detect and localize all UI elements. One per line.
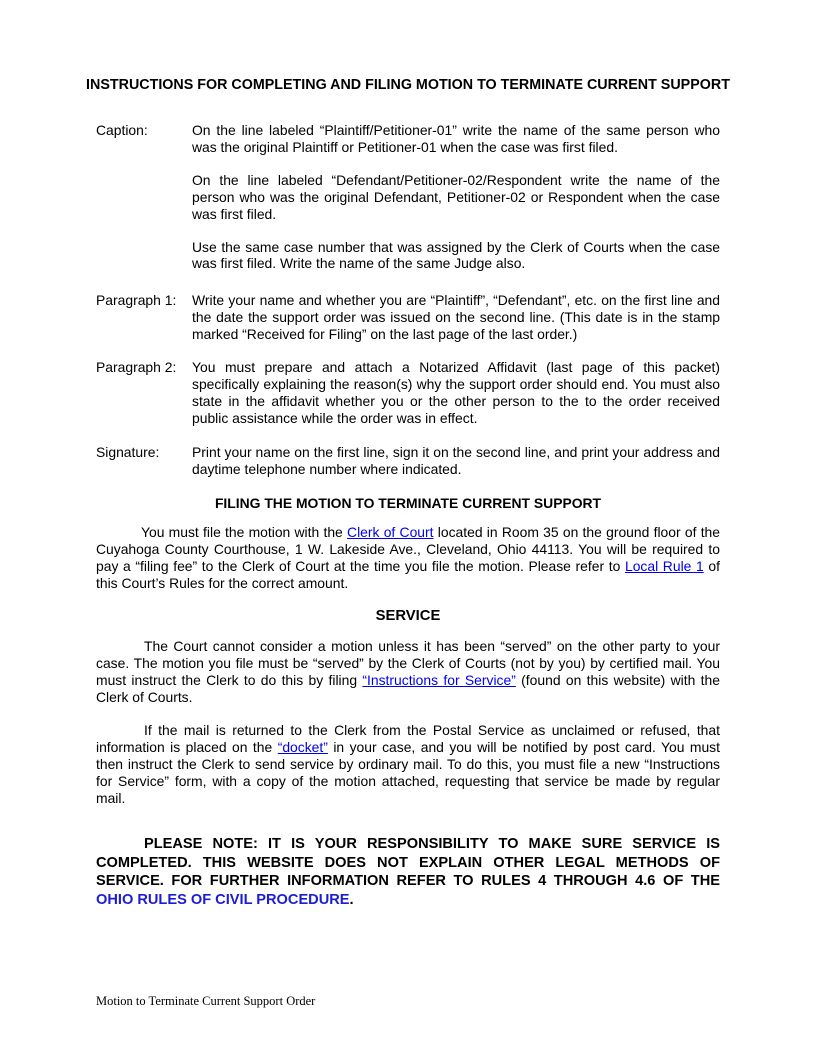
note-end: . bbox=[349, 891, 354, 908]
entry-body bbox=[192, 444, 720, 494]
filing-paragraph bbox=[96, 524, 720, 592]
service-heading: SERVICE bbox=[375, 608, 441, 624]
filing-text: of this Court’s Rules for the correct amount. bbox=[96, 557, 720, 591]
ohio-rules-link[interactable]: OHIO RULES OF CIVIL PROCEDURE bbox=[96, 891, 350, 908]
document-title: INSTRUCTIONS FOR COMPLETING AND FILING MOTION TO TERMINATE CURRENT SUPPORT bbox=[86, 77, 730, 93]
entry-label: Paragraph 1: bbox=[96, 292, 177, 308]
entry-body bbox=[192, 359, 720, 443]
filing-heading: FILING THE MOTION TO TERMINATE CURRENT SUPPORT bbox=[214, 495, 602, 511]
service-text: in your case, and you will be notified by post card. You must then instruct the Clerk to send service by ordinary mail. To do this, you must file a new “Instructions for Service” form, with a copy of the motion attached, requesting that service be made by regular mail. bbox=[96, 738, 720, 806]
please-note bbox=[96, 835, 720, 909]
service-paragraph-1 bbox=[96, 638, 720, 706]
service-text: (found on this website) with the Clerk of Courts. bbox=[96, 671, 720, 705]
local-rule-1-link[interactable]: Local Rule 1 bbox=[624, 557, 704, 574]
instructions-for-service-link[interactable]: “Instructions for Service” bbox=[362, 671, 516, 688]
clerk-of-court-link[interactable]: Clerk of Court bbox=[347, 524, 434, 540]
filing-text: located in Room 35 on the ground floor of the Cuyahoga County Courthouse, 1 W. Lakeside Ave., Cleveland, Ohio 44113. You will be required to pay a “filing fee” to the Clerk of Court at the time you file the motion. Please refer to bbox=[96, 524, 721, 574]
service-text: The Court cannot consider a motion unless it has been “served” on the other party to your case. The motion you file must be “served” by the Clerk of Courts (not by you) by certified mail. You must instruct the Clerk to do this by filing bbox=[96, 638, 720, 688]
entry-paragraph: On the line labeled “Plaintiff/Petitioner-01” write the name of the same person who was the original Plaintiff or Petitioner-01 when the case was first filed. bbox=[192, 122, 720, 155]
service-paragraph-2 bbox=[96, 722, 720, 807]
entry-label: Paragraph 2: bbox=[96, 359, 177, 375]
docket-link[interactable]: “docket” bbox=[277, 738, 328, 755]
entry-body bbox=[192, 122, 720, 288]
entry-paragraph: Use the same case number that was assigned by the Clerk of Courts when the case was first filed. Write the name of the same Judge also. bbox=[192, 238, 720, 272]
entry-paragraph: Print your name on the first line, sign it on the second line, and print your address and daytime telephone number where indicated. bbox=[192, 444, 720, 477]
entry-label: Signature: bbox=[96, 444, 160, 460]
entry-body bbox=[192, 292, 720, 359]
note-text: PLEASE NOTE: IT IS YOUR RESPONSIBILITY TO MAKE SURE SERVICE IS COMPLETED. THIS WEBSITE DOES NOT EXPLAIN OTHER LEGAL METHODS OF SERVICE. FOR FURTHER INFORMATION REFER TO RULES 4 THROUGH 4.6 OF THE bbox=[96, 836, 720, 889]
entry-paragraph: Write your name and whether you are “Plaintiff”, “Defendant”, etc. on the first line and the date the support order was issued on the second line. (This date is in the stamp marked “Received for Filing” on the last page of the last order.) bbox=[192, 292, 720, 342]
entry-label: Caption: bbox=[96, 122, 148, 138]
entry-paragraph: On the line labeled “Defendant/Petitioner-02/Respondent write the name of the person who was the original Defendant, Petitioner-02 or Respondent when the case was first filed. bbox=[192, 171, 720, 222]
entry-paragraph: You must prepare and attach a Notarized Affidavit (last page of this packet) specifically explaining the reason(s) why the support order should end. You must also state in the affidavit whether you or the other person to the to the order received public assistance while the order was in effect. bbox=[192, 359, 720, 426]
page-footer: Motion to Terminate Current Support Order bbox=[96, 994, 316, 1008]
service-text: If the mail is returned to the Clerk from the Postal Service as unclaimed or refused, that information is placed on the bbox=[96, 722, 720, 755]
filing-text: You must file the motion with the bbox=[141, 524, 348, 540]
